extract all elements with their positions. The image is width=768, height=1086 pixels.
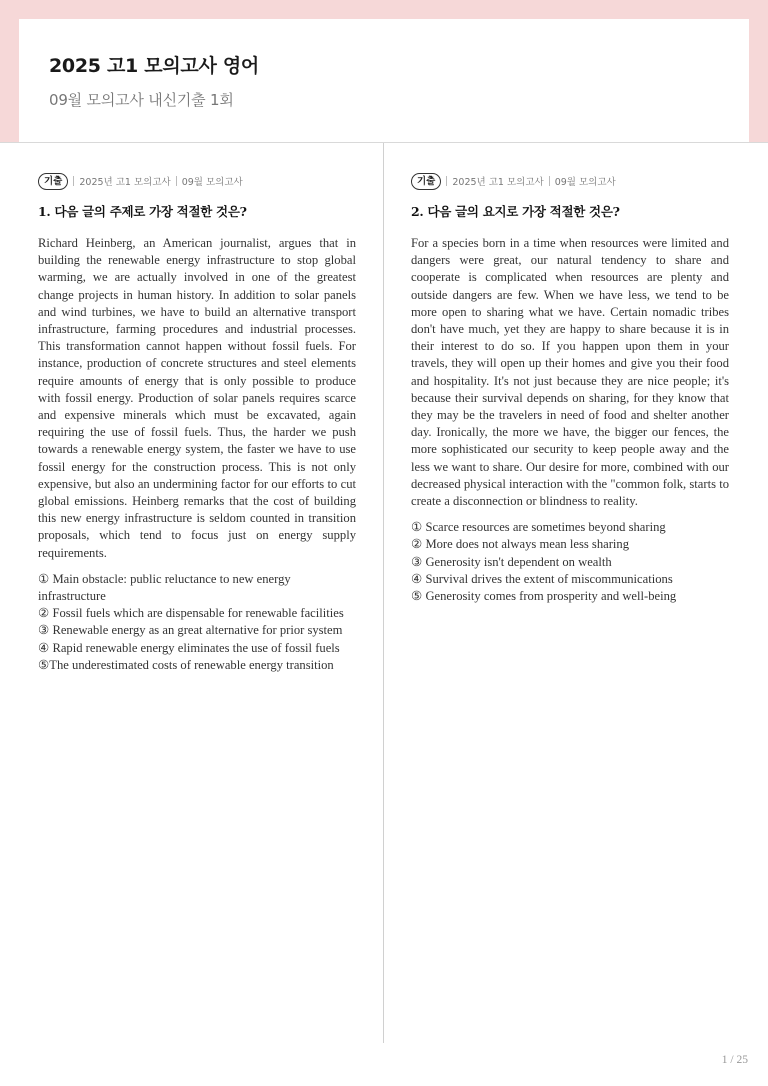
- header-divider: [0, 142, 768, 143]
- question-passage: Richard Heinberg, an American journalist, argues that in building the renewable energy infrastructure to stop global warming, we are actually involved in one of the greatest change projects in human history. In addition to solar panels and wind turbines, we have to build an alternative transport infrastructure, farming procedures and industrial processes. This transformation cannot happen without fossil fuels. For instance, production of concrete structures and steel elements require amounts of energy that is only possible to produce with fossil energy. Production of solar panels requires scarce and expensive minerals which must be excavated, again requiring the use of fossil fuels. Thus, the harder we push towards a renewable energy system, the faster we have to use fossil energy for the construction process. This is not only expensive, but also an undermining factor for our efforts to cut global emissions. Heinberg remarks that the cost of building this new energy infrastructure is seldom counted in transition proposals, which tend to focus just on energy supply requirements.: [38, 236, 356, 560]
- source-month: 09월 모의고사: [181, 177, 243, 188]
- answer-option-5: ⑤ Generosity comes from prosperity and well-being: [411, 589, 677, 604]
- question-title: 2. 다음 글의 요지로 가장 적절한 것은?: [411, 204, 620, 219]
- column-divider: [383, 143, 384, 1043]
- answer-option-3: ③ Generosity isn't dependent on wealth: [411, 554, 612, 569]
- meta-separator: [549, 176, 550, 186]
- source-badge: 기출: [38, 173, 68, 190]
- answer-option-5: ⑤The underestimated costs of renewable energy transition: [38, 657, 334, 672]
- answer-option-4: ④ Survival drives the extent of miscommunications: [411, 571, 673, 586]
- answer-option-4: ④ Rapid renewable energy eliminates the use of fossil fuels: [38, 640, 340, 655]
- question-passage: For a species born in a time when resources were limited and dangers were great, our natural tendency to share and cooperate is complicated when resources are plenty and outside dangers are few. When we have less, we tend to be more open to sharing what we have. Certain nomadic tribes don't have much, yet they are happy to share because it is in their interest to do so. If you happen upon them in your travels, they will open up their homes and give you their food and hospitality. It's not just because they are nice people; it's because their survival depends on sharing, for they know that they may be the travelers in need of food and shelter another day. Ironically, the more we have, the bigger our fences, the more sophisticated our security to keep people away and the less we want to share. Our desire for more, combined with our decreased physical interaction with the "common folk, starts to create a disconnection or blindness to reality.: [411, 236, 729, 509]
- document-subtitle: 09월 모의고사 내신기출 1회: [49, 91, 234, 109]
- question-meta: [38, 172, 356, 190]
- question-2: [411, 172, 729, 605]
- question-meta: [411, 172, 729, 190]
- page-number: 1 / 25: [721, 1054, 748, 1066]
- answer-options: [411, 519, 729, 605]
- source-badge: 기출: [411, 173, 441, 190]
- question-title: 1. 다음 글의 주제로 가장 적절한 것은?: [38, 204, 247, 219]
- source-year: 2025년 고1 모의고사: [79, 177, 171, 188]
- answer-option-2: ② Fossil fuels which are dispensable for renewable facilities: [38, 606, 344, 621]
- source-year: 2025년 고1 모의고사: [452, 177, 544, 188]
- source-month: 09월 모의고사: [554, 177, 616, 188]
- question-1: [38, 172, 356, 674]
- meta-separator: [446, 176, 447, 186]
- meta-separator: [176, 176, 177, 186]
- meta-separator: [73, 176, 74, 186]
- document-title: 2025 고1 모의고사 영어: [49, 55, 259, 77]
- answer-option-3: ③ Renewable energy as an great alternative for prior system: [38, 623, 343, 638]
- answer-option-1: ① Main obstacle: public reluctance to new energy infrastructure: [38, 571, 291, 604]
- answer-option-1: ① Scarce resources are sometimes beyond sharing: [411, 520, 666, 535]
- header-card: [19, 19, 749, 142]
- answer-option-2: ② More does not always mean less sharing: [411, 537, 629, 552]
- answer-options: [38, 571, 356, 674]
